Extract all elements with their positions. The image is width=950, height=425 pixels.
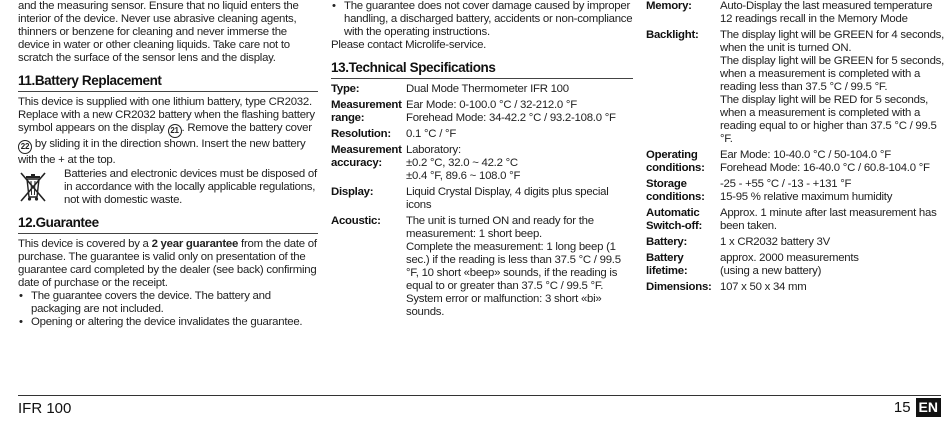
guarantee-bullets <box>18 290 318 329</box>
disposal-note <box>18 168 318 207</box>
battery-replacement-heading: 11.Battery Replacement <box>18 73 318 92</box>
technical-specifications-heading: 13.Technical Specifications <box>331 60 633 79</box>
spec-row-backlight <box>646 29 944 149</box>
footer-page-marker <box>894 398 941 417</box>
spec-key: Battery lifetime: <box>646 252 688 277</box>
guarantee-text-2: from the date of purchase. The guarantee is valid only on presentation of the guarantee card completed by the dealer (see back) confirming date of purchase or the receipt. <box>18 238 317 289</box>
spec-value: Approx. 1 minute after last measurement has been taken. <box>720 207 937 232</box>
specs-table-left <box>331 83 633 322</box>
battery-text-2: . Remove the battery cover <box>181 122 312 134</box>
spec-key: Operating conditions: <box>646 149 705 174</box>
spec-key: Type: <box>331 83 360 95</box>
spec-row-resolution <box>331 128 633 144</box>
guarantee-paragraph <box>18 238 318 290</box>
guarantee-bullet: • Opening or altering the device invalidates the guarantee. <box>18 316 318 329</box>
spec-row-battery-lifetime <box>646 252 944 281</box>
guarantee-bullet: • The guarantee covers the device. The battery and packaging are not included. <box>18 290 318 316</box>
spec-row-auto-switch-off <box>646 207 944 236</box>
page-number: 15 <box>893 399 911 416</box>
spec-value: The unit is turned ON and ready for the measurement: 1 short beep. Complete the measurement: 1 long beep (1 sec.) if the reading is less than 37.5 °C / 99.5 °F, 10 short «beep» sounds, if the reading is equal to or greater than 37.5 °C / 99.5 °F. System error or malfunction: 3 short «bi» sounds. <box>406 215 621 318</box>
spec-value: Ear Mode: 10-40.0 °C / 50-104.0 °F Forehead Mode: 16-40.0 °C / 60.8-104.0 °F <box>720 149 930 174</box>
guarantee-bullet: • The guarantee does not cover damage caused by improper handling, a discharged battery, accidents or non-compliance with the operating instructions. <box>331 0 633 39</box>
cleaning-continuation: and the measuring sensor. Ensure that no liquid enters the interior of the device. Never use abrasive cleaning agents, thinners or benzene for cleaning and never immerse the device in water or other cleaning liquids. Take care not to scratch the surface of the sensor lens and the display. <box>18 0 299 64</box>
spec-row-measurement-range <box>331 99 633 128</box>
footer-model: IFR 100 <box>18 400 72 417</box>
spec-value: 1 x CR2032 battery 3V <box>720 236 830 248</box>
spec-value: Liquid Crystal Display, 4 digits plus special icons <box>406 186 609 211</box>
crossed-out-bin-icon <box>18 170 48 204</box>
spec-value: approx. 2000 measurements (using a new battery) <box>720 252 859 277</box>
battery-text-3: by sliding it in the direction shown. Insert the new battery with the + at the top. <box>18 138 306 166</box>
reference-22-icon: 22 <box>18 140 32 154</box>
spec-value: Ear Mode: 0-100.0 °C / 32-212.0 °F Forehead Mode: 34-42.2 °C / 93.2-108.0 °F <box>406 99 616 124</box>
spec-key: Measurement accuracy: <box>331 144 402 169</box>
spec-value: Laboratory: ±0.2 °C, 32.0 ~ 42.2 °C ±0.4 °F, 89.6 ~ 108.0 °F <box>406 144 521 182</box>
spec-key: Memory: <box>646 0 692 12</box>
middle-column <box>331 0 633 322</box>
spec-row-type <box>331 83 633 99</box>
spec-value: Dual Mode Thermometer IFR 100 <box>406 83 569 95</box>
spec-value: 0.1 °C / °F <box>406 128 457 140</box>
spec-key: Dimensions: <box>646 281 712 293</box>
spec-row-dimensions <box>646 281 944 297</box>
specs-table-right <box>646 0 944 297</box>
spec-key: Measurement range: <box>331 99 402 124</box>
spec-row-accuracy <box>331 144 633 186</box>
spec-row-storage-conditions <box>646 178 944 207</box>
spec-row-battery <box>646 236 944 252</box>
spec-key: Backlight: <box>646 29 699 41</box>
spec-value: 107 x 50 x 34 mm <box>720 281 807 293</box>
guarantee-exclusions <box>331 0 633 39</box>
guarantee-period: 2 year guarantee <box>151 238 239 250</box>
spec-value: Auto-Display the last measured temperature 12 readings recall in the Memory Mode <box>720 0 933 25</box>
spec-value: The display light will be GREEN for 4 seconds, when the unit is turned ON. The display light will be GREEN for 5 seconds, when a measurement is completed with a reading less than 37.5 °C / 99.5 °F. The display light will be RED for 5 seconds, when a measurement is completed with a reading equal to or higher than 37.5 °C / 99.5 °F. <box>720 29 945 145</box>
spec-key: Acoustic: <box>331 215 381 227</box>
spec-key: Resolution: <box>331 128 391 140</box>
spec-row-display <box>331 186 633 215</box>
spec-row-operating-conditions <box>646 149 944 178</box>
spec-key: Battery: <box>646 236 688 248</box>
footer-divider <box>18 395 941 396</box>
left-column <box>18 0 318 329</box>
spec-key: Storage conditions: <box>646 178 705 203</box>
spec-row-memory <box>646 0 944 29</box>
battery-paragraph <box>18 96 318 167</box>
right-column <box>646 0 944 297</box>
language-badge: EN <box>916 398 941 417</box>
spec-row-acoustic <box>331 215 633 322</box>
spec-key: Display: <box>331 186 374 198</box>
battery-text-1: This device is supplied with one lithium battery, type CR2032. Replace with a new CR2032 battery when the flashing battery symbol appears on the display <box>18 96 315 134</box>
spec-key: Automatic Switch-off: <box>646 207 703 232</box>
disposal-text: Batteries and electronic devices must be disposed of in accordance with the locally applicable regulations, not with domestic waste. <box>64 168 317 206</box>
guarantee-heading: 12.Guarantee <box>18 215 318 234</box>
contact-line: Please contact Microlife-service. <box>331 39 487 51</box>
guarantee-text-1: This device is covered by a <box>18 238 152 250</box>
reference-21-icon: 21 <box>168 124 182 138</box>
spec-value: -25 - +55 °C / -13 - +131 °F 15-95 % relative maximum humidity <box>720 178 893 203</box>
